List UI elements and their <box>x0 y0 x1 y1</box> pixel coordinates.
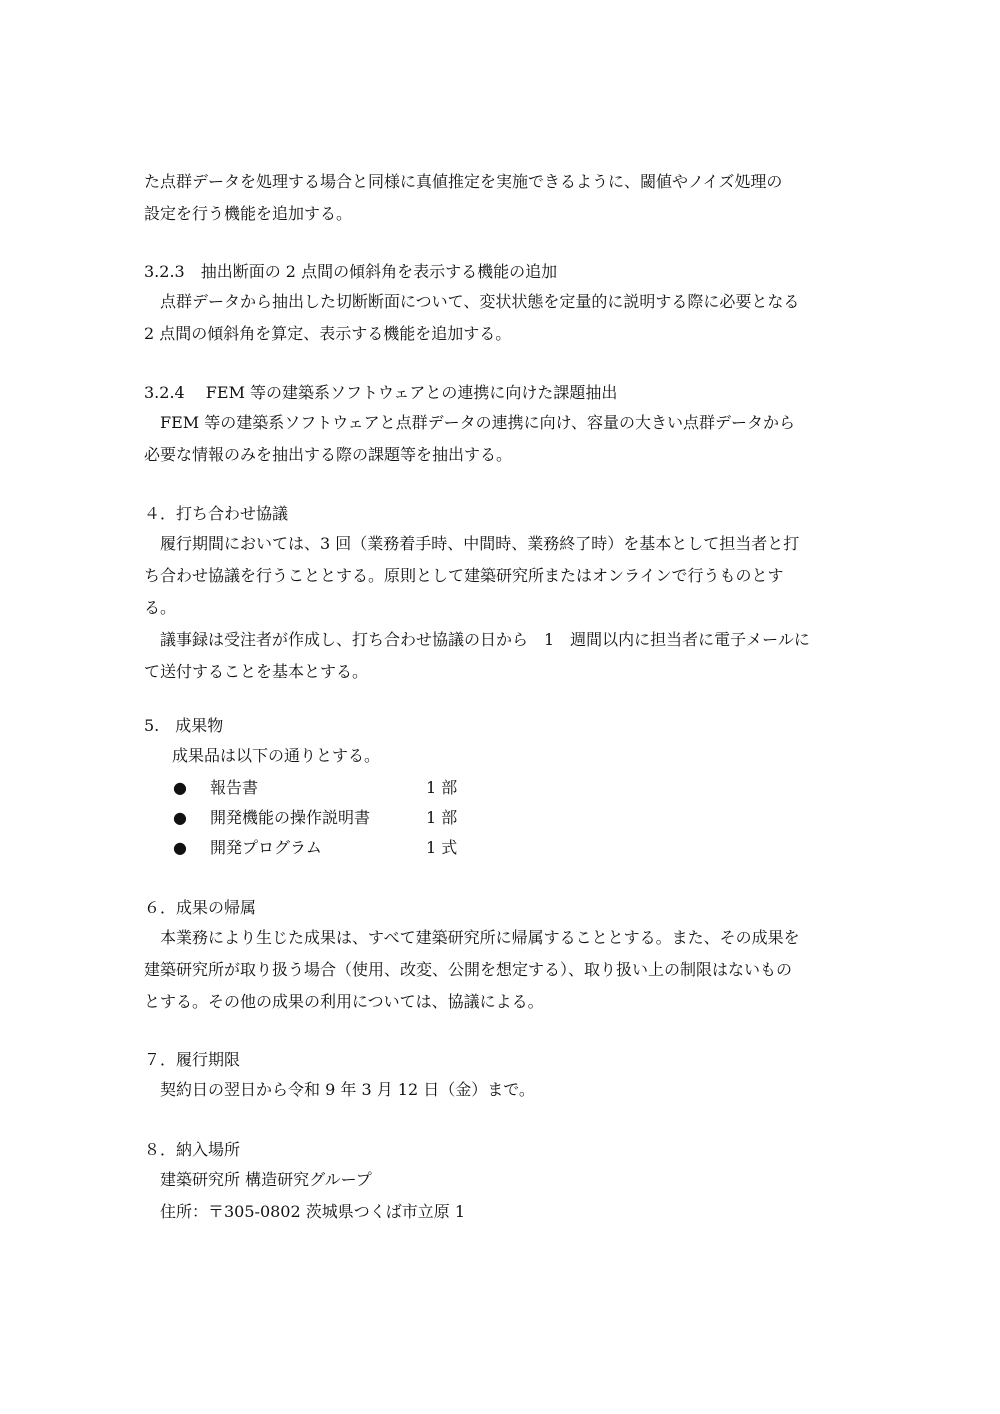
section-heading-4: ４．打ち合わせ協議 <box>144 504 289 523</box>
section-heading-3-2-3: 3.2.3 抽出断面の 2 点間の傾斜角を表示する機能の追加 <box>144 262 558 281</box>
section-5-intro: 成果品は以下の通りとする。 <box>172 746 381 765</box>
bullet-icon: ● <box>173 778 187 797</box>
deliverable-name: 開発プログラム <box>210 838 322 857</box>
text-line: 議事録は受注者が作成し、打ち合わせ協議の日から 1 週間以内に担当者に電子メールに <box>144 630 810 649</box>
text-line: 必要な情報のみを抽出する際の課題等を抽出する。 <box>144 445 513 464</box>
text-line: 2 点間の傾斜角を算定、表示する機能を追加する。 <box>144 324 512 343</box>
text-line: 履行期間においては、3 回（業務着手時、中間時、業務終了時）を基本として担当者と打 <box>144 534 800 553</box>
bullet-icon: ● <box>173 808 187 827</box>
text-line: 建築研究所 構造研究グループ <box>144 1170 372 1189</box>
text-line: て送付することを基本とする。 <box>144 662 369 681</box>
section-heading-8: ８．納入場所 <box>144 1140 241 1159</box>
section-heading-5: 5. 成果物 <box>144 716 224 735</box>
text-line: ち合わせ協議を行うこととする。原則として建築研究所またはオンラインで行うものとす <box>144 566 784 585</box>
deliverable-quantity: 1 式 <box>426 838 458 857</box>
bullet-icon: ● <box>173 838 187 857</box>
text-line: とする。その他の成果の利用については、協議による。 <box>144 992 544 1011</box>
deliverable-name: 報告書 <box>210 778 259 797</box>
text-line: 設定を行う機能を追加する。 <box>144 204 353 223</box>
section-heading-7: ７．履行期限 <box>144 1050 241 1069</box>
text-line: 契約日の翌日から令和 9 年 3 月 12 日（金）まで。 <box>144 1080 535 1099</box>
deliverable-quantity: 1 部 <box>426 808 458 827</box>
section-4-body <box>144 528 860 688</box>
deliverable-quantity: 1 部 <box>426 778 458 797</box>
text-line: 本業務により生じた成果は、すべて建築研究所に帰属することとする。また、その成果を <box>144 928 800 947</box>
text-line: FEM 等の建築系ソフトウェアと点群データの連携に向け、容量の大きい点群データから <box>144 413 795 432</box>
text-line: 点群データから抽出した切断断面について、変状状態を定量的に説明する際に必要となる <box>144 292 800 311</box>
section-3-2-3-body <box>144 286 860 350</box>
text-line: 建築研究所が取り扱う場合（使用、改変、公開を想定する）、取り扱い上の制限はないもの <box>144 960 793 979</box>
section-heading-6: ６．成果の帰属 <box>144 898 257 917</box>
text-line: る。 <box>144 598 177 617</box>
section-6-body <box>144 922 860 1018</box>
deliverable-name: 開発機能の操作説明書 <box>210 808 371 827</box>
intro-paragraph <box>144 166 860 230</box>
section-heading-3-2-4: 3.2.4 FEM 等の建築系ソフトウェアとの連携に向けた課題抽出 <box>144 383 618 402</box>
text-line: 住所：〒305-0802 茨城県つくば市立原 1 <box>144 1202 466 1221</box>
section-3-2-4-body <box>144 407 860 471</box>
section-7-body <box>144 1074 860 1106</box>
section-8-body <box>144 1164 860 1228</box>
text-line: た点群データを処理する場合と同様に真値推定を実施できるように、閾値やノイズ処理の <box>144 172 783 191</box>
